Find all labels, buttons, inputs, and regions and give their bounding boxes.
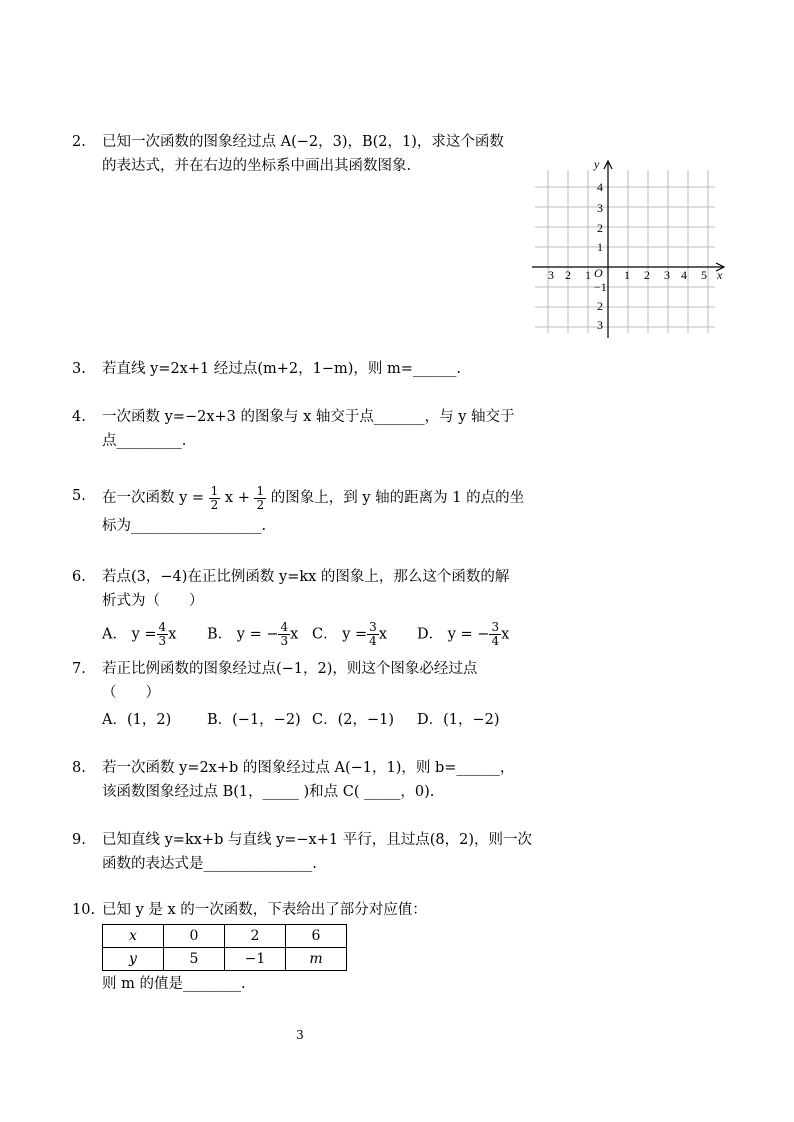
x-tick: 3 (548, 268, 554, 282)
y-tick: 4 (597, 180, 603, 194)
option-b[interactable]: B．(−1，−2) (207, 712, 301, 728)
question-7 (72, 657, 522, 735)
question-8 (72, 756, 522, 804)
table-row (103, 925, 347, 948)
question-4 (72, 405, 522, 453)
table-cell: x (103, 925, 164, 948)
question-text: （ ） (102, 685, 160, 701)
question-text: 在一次函数 y = $\frac{1}{2}$ x + $\frac{1}{2}$ 的图象上，到 y 轴的距离为 1 的点的坐 (102, 483, 525, 512)
x-tick: 3 (664, 268, 670, 282)
fraction: $\frac{1}{2}$ (256, 483, 265, 512)
y-tick: 1 (597, 240, 603, 254)
question-text: 若点(3，−4)在正比例函数 y=kx 的图象上，那么这个函数的解 (102, 569, 510, 585)
question-text: 若直线 y=2x+1 经过点(m+2，1−m)，则 m=______. (102, 361, 462, 377)
table-cell: 0 (164, 925, 225, 948)
question-9 (72, 828, 532, 876)
table-cell: 2 (225, 925, 286, 948)
y-tick: 2 (597, 299, 603, 313)
value-table (102, 924, 347, 971)
question-number: 9. (72, 832, 86, 848)
option-c[interactable]: C． y = $\frac{3}{4}$ x (312, 619, 387, 648)
y-tick: 2 (597, 221, 603, 235)
y-tick: 3 (597, 201, 603, 215)
table-cell: −1 (225, 948, 286, 971)
table-cell: 6 (286, 925, 347, 948)
table-row (103, 948, 347, 971)
x-tick: 2 (644, 268, 650, 282)
y-tick: 3 (597, 318, 603, 332)
question-number: 4. (72, 409, 86, 425)
option-a[interactable]: A．(1，2) (102, 712, 172, 728)
question-text: 一次函数 y=−2x+3 的图象与 x 轴交于点_______，与 y 轴交于 (102, 409, 515, 425)
coordinate-grid (530, 155, 730, 340)
options (102, 619, 522, 649)
question-text: 析式为（ ） (102, 593, 204, 609)
options (102, 705, 522, 735)
question-text: 标为__________________. (102, 518, 267, 534)
question-text: 已知 y 是 x 的一次函数，下表给出了部分对应值： (102, 902, 427, 918)
y-tick: −1 (594, 280, 607, 294)
option-b[interactable]: B． y = − $\frac{4}{3}$ x (207, 619, 299, 648)
question-number: 7. (72, 661, 86, 677)
table-cell: m (286, 948, 347, 971)
question-3 (72, 357, 522, 381)
option-a[interactable]: A． y = $\frac{4}{3}$ x (102, 619, 177, 648)
question-number: 3. (72, 361, 86, 377)
option-d[interactable]: D． y = − $\frac{3}{4}$ x (417, 619, 510, 648)
question-5 (72, 482, 525, 538)
question-10-outro (72, 972, 522, 996)
table-cell: y (103, 948, 164, 971)
question-text: 已知一次函数的图象经过点 A(−2，3)，B(2，1)，求这个函数 (102, 134, 504, 150)
question-number: 6. (72, 569, 86, 585)
y-axis-label: y (594, 157, 600, 171)
table-cell: 5 (164, 948, 225, 971)
fraction: $\frac{1}{2}$ (210, 483, 219, 512)
question-6 (72, 565, 522, 649)
x-tick: 1 (585, 268, 591, 282)
question-10 (72, 898, 522, 922)
question-text: 若一次函数 y=2x+b 的图象经过点 A(−1，1)，则 b=______， (102, 760, 515, 776)
x-tick: 2 (565, 268, 571, 282)
x-tick: 4 (681, 268, 687, 282)
option-d[interactable]: D．(1，−2) (417, 712, 500, 728)
question-text: 若正比例函数的图象经过点(−1，2)，则这个图象必经过点 (102, 661, 478, 677)
question-text: 已知直线 y=kx+b 与直线 y=−x+1 平行，且过点(8，2)，则一次 (102, 832, 532, 848)
question-text: 的表达式，并在右边的坐标系中画出其函数图象. (102, 158, 412, 174)
question-number: 2. (72, 134, 86, 150)
question-number: 8. (72, 760, 86, 776)
question-text: 该函数图象经过点 B(1，_____ )和点 C( _____，0). (102, 784, 435, 800)
x-axis-label: x (717, 268, 723, 282)
x-tick: 1 (624, 268, 630, 282)
question-number: 10. (72, 902, 96, 918)
question-text: 函数的表达式是_______________. (102, 856, 317, 872)
question-2 (72, 130, 522, 178)
question-text: 则 m 的值是________. (102, 976, 246, 992)
question-text: 点_________. (102, 433, 187, 449)
page-number: 3 (296, 1028, 304, 1042)
question-number: 5. (72, 488, 86, 504)
option-c[interactable]: C．(2，−1) (312, 712, 395, 728)
x-tick: 5 (701, 268, 707, 282)
origin-label: O (594, 266, 603, 280)
